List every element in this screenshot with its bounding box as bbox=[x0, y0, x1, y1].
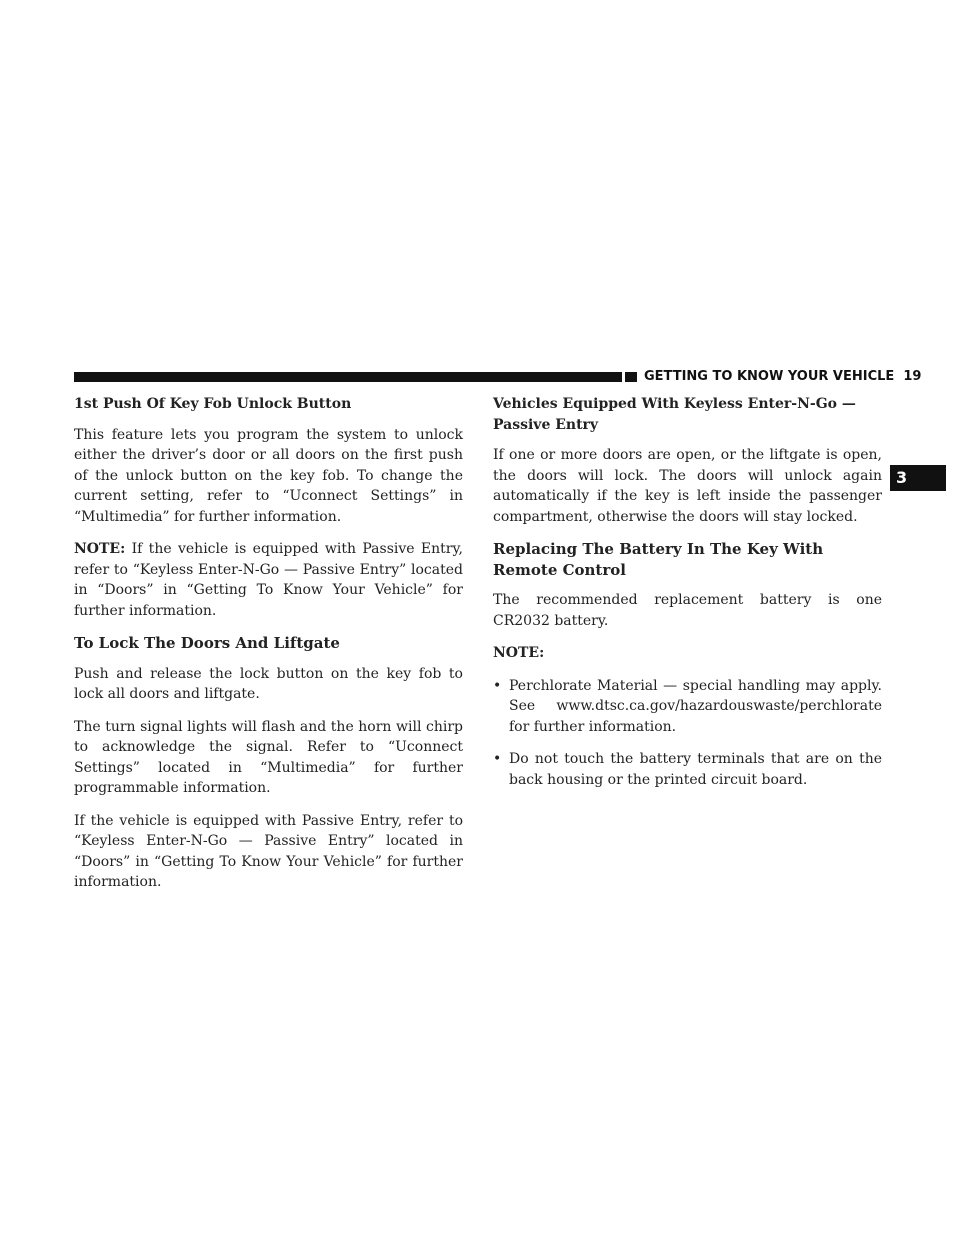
list-item bbox=[493, 676, 882, 738]
paragraph-turn-signal: The turn signal lights will flash and the horn will chirp to acknowledge the signal. Refer to “Uconnect Settings” located in “Multimedia” for further programmable information. bbox=[74, 718, 463, 796]
chapter-tab: 3 bbox=[890, 465, 946, 491]
note-label: NOTE: bbox=[74, 541, 126, 557]
note-bullet-list bbox=[493, 676, 882, 791]
paragraph-unlock-feature: This feature lets you program the system to unlock either the driver’s door or all doors on the first push of the unlock button on the key fob. To change the current setting, refer to “Uconnect Settings” in “Multimedia” for further information. bbox=[74, 426, 463, 525]
heading-replace-battery: Replacing The Battery In The Key With Remote Control bbox=[493, 540, 824, 579]
note-text: If the vehicle is equipped with Passive Entry, refer to “Keyless Enter-N-Go — Passive Entry” located in “Doors” in “Getting To Know Your Vehicle” for further information. bbox=[74, 541, 463, 619]
bullet-icon: • bbox=[493, 751, 502, 767]
bullet-icon: • bbox=[493, 677, 502, 694]
page-number: 19 bbox=[903, 369, 922, 384]
note-passive-entry bbox=[74, 539, 463, 621]
list-item bbox=[493, 749, 882, 790]
bullet-text: Do not touch the battery terminals that are on the back housing or the printed circuit board. bbox=[509, 751, 882, 788]
paragraph-battery-type: The recommended replacement battery is one CR2032 battery. bbox=[493, 592, 882, 629]
heading-keyless-enter: Vehicles Equipped With Keyless Enter-N-Go — Passive Entry bbox=[493, 396, 856, 433]
heading-unlock-button: 1st Push Of Key Fob Unlock Button bbox=[74, 396, 352, 412]
note-label-battery bbox=[493, 643, 882, 664]
right-column bbox=[493, 394, 882, 802]
section-title: GETTING TO KNOW YOUR VEHICLE bbox=[644, 369, 895, 384]
header-rule bbox=[74, 372, 622, 382]
header-rule-end bbox=[625, 372, 637, 382]
paragraph-doors-open: If one or more doors are open, or the liftgate is open, the doors will lock. The doors will unlock again automatically if the key is left inside the passenger compartment, otherwise the doors will stay locked. bbox=[493, 447, 882, 525]
running-header bbox=[644, 367, 921, 387]
paragraph-lock-instructions: Push and release the lock button on the key fob to lock all doors and liftgate. bbox=[74, 665, 463, 702]
heading-lock-doors: To Lock The Doors And Liftgate bbox=[74, 634, 340, 652]
paragraph-passive-entry: If the vehicle is equipped with Passive Entry, refer to “Keyless Enter-N-Go — Passive Entry” located in “Doors” in “Getting To Know Your Vehicle” for further information. bbox=[74, 812, 463, 890]
left-column bbox=[74, 394, 463, 905]
bullet-text: Perchlorate Material — special handling may apply. See www.dtsc.ca.gov/hazardouswaste/perchlorate for further information. bbox=[509, 677, 882, 735]
note-label: NOTE: bbox=[493, 645, 545, 661]
